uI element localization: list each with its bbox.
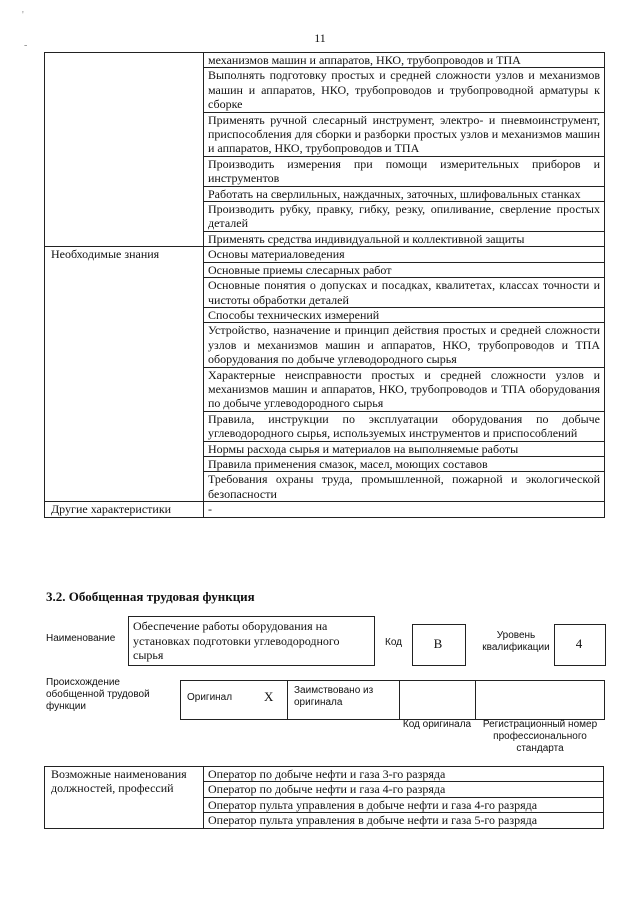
function-name: Обеспечение работы оборудования на установках подготовки углеводородного сырья — [133, 619, 340, 662]
skill-item: Производить рубку, правку, гибку, резку, опиливание, сверление простых деталей — [204, 202, 605, 232]
origin-divider — [399, 680, 400, 720]
knowledge-item: Правила, инструкции по эксплуатации оборудования по добыче углеводородного сырья, используемых инструментов и приспособлений — [204, 411, 605, 441]
position-item: Оператор по добыче нефти и газа 3-го разряда — [204, 767, 604, 782]
knowledge-item: Требования охраны труда, промышленной, пожарной и экологической безопасности — [204, 472, 605, 502]
knowledge-item: Характерные неисправности простых и средней сложности узлов и механизмов машин и аппаратов, НКО, трубопроводов и ТПА оборудования по добыче углеводородного сырья — [204, 367, 605, 411]
knowledge-label: Необходимые знания — [45, 247, 204, 502]
level-value: 4 — [575, 636, 583, 651]
skill-item: механизмов машин и аппаратов, НКО, трубопроводов и ТПА — [204, 53, 605, 68]
scan-mark: ' — [22, 10, 24, 21]
table-row — [45, 502, 605, 517]
knowledge-item: Устройство, назначение и принцип действия простых и средней сложности узлов и механизмов машин и аппаратов, НКО, трубопроводов и ТПА оборудования по добыче углеводородного сырья — [204, 323, 605, 367]
section-title: 3.2. Обобщенная трудовая функция — [46, 589, 255, 604]
skill-item: Выполнять подготовку простых и средней сложности узлов и механизмов машин и аппаратов, НКО, трубопроводов и трубопроводной арматуры к сборке — [204, 68, 605, 112]
knowledge-item: Основные понятия о допусках и посадках, квалитетах, классах точности и чистоты обработки деталей — [204, 278, 605, 308]
code-value: B — [433, 636, 443, 651]
knowledge-item: Нормы расхода сырья и материалов на выполняемые работы — [204, 441, 605, 456]
borrowed-label: Заимствовано из оригинала — [294, 685, 374, 708]
other-label: Другие характеристики — [45, 502, 204, 517]
position-item: Оператор пульта управления в добыче нефти и газа 4-го разряда — [204, 797, 604, 812]
skills-label-cell — [45, 53, 204, 247]
knowledge-item: Основные приемы слесарных работ — [204, 262, 605, 277]
table-row — [45, 53, 605, 68]
knowledge-item: Правила применения смазок, масел, моющих составов — [204, 456, 605, 471]
level-label: Уровень квалификации — [482, 630, 550, 653]
origin-label: Происхождение обобщенной трудовой функции — [46, 677, 150, 712]
other-value: - — [204, 502, 605, 517]
original-label: Оригинал — [187, 692, 233, 703]
code-original-caption: Код оригинала — [402, 719, 472, 730]
knowledge-item: Основы материаловедения — [204, 247, 605, 262]
skill-item: Производить измерения при помощи измерительных приборов и инструментов — [204, 156, 605, 186]
origin-divider — [475, 680, 476, 720]
positions-table — [44, 766, 604, 829]
code-label: Код — [385, 637, 403, 648]
origin-divider — [287, 680, 288, 720]
reg-number-caption: Регистрационный номер профессионального стандарта — [482, 719, 598, 754]
skill-item: Применять ручной слесарный инструмент, электро- и пневмоинструмент, приспособления для сборки и разборки простых узлов и механизмов машин и аппаратов, НКО, трубопроводов и ТПА — [204, 112, 605, 156]
scan-mark: - — [24, 40, 28, 51]
skill-item: Применять средства индивидуальной и коллективной защиты — [204, 231, 605, 246]
position-item: Оператор пульта управления в добыче нефти и газа 5-го разряда — [204, 813, 604, 828]
table-row — [45, 247, 605, 262]
table-row — [45, 767, 604, 782]
positions-label: Возможные наименования должностей, профессий — [45, 767, 204, 829]
original-mark: X — [264, 689, 274, 704]
knowledge-item: Способы технических измерений — [204, 307, 605, 322]
name-label: Наименование — [46, 633, 116, 644]
page-number: 11 — [314, 31, 326, 45]
skill-item: Работать на сверлильных, наждачных, заточных, шлифовальных станках — [204, 186, 605, 201]
requirements-table — [44, 52, 605, 518]
position-item: Оператор по добыче нефти и газа 4-го разряда — [204, 782, 604, 797]
